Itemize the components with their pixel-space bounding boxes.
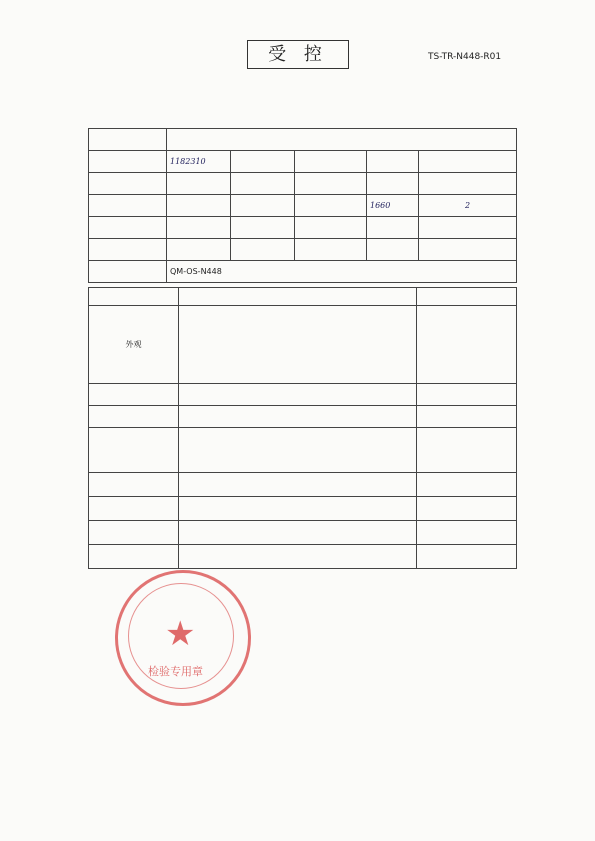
product-name-value [167,129,517,151]
pkg-c-label [89,217,167,239]
pkg-a-label [89,195,167,217]
product-name-row [89,129,517,151]
prod-date-label [231,151,295,173]
seal-star-icon: ★ [165,614,196,654]
t2-h-standard [179,288,417,306]
pkg-row-2 [89,217,517,239]
batch-value: 1182310 [167,151,231,173]
pkg-b-label [295,195,367,217]
batch-label [89,151,167,173]
pkg-a-sample [231,195,295,217]
t2-item [89,497,179,521]
t2-result [417,306,517,384]
spec-label-a [89,173,167,195]
company-seal [115,570,251,706]
t2-item [89,384,179,406]
pkg-row-3 [89,239,517,261]
t2-h-result [417,288,517,306]
t2-standard [179,473,417,497]
t2-row [89,306,517,384]
t2-item: 外观 [89,306,179,384]
t2-standard [179,545,417,569]
t2-standard [179,406,417,428]
t2-item [89,473,179,497]
t2-result [417,406,517,428]
t2-item [89,406,179,428]
batch-row [89,151,517,173]
t2-h-item [89,288,179,306]
t2-result [417,473,517,497]
other-sample [419,217,517,239]
t2-result [417,384,517,406]
product-name-label [89,129,167,151]
controlled-stamp-text: 受 控 [268,44,328,65]
pkg-e-qty [367,239,419,261]
std-value: QM-OS-N448 [167,261,517,283]
t2-row [89,473,517,497]
inspection-table [88,287,517,569]
t2-standard [179,306,417,384]
spec-header-row [89,173,517,195]
qty-label-b [367,173,419,195]
std-label [89,261,167,283]
sample-label-b [419,173,517,195]
t2-header [89,288,517,306]
pkg-d-sample [231,239,295,261]
pkg-c-qty [167,217,231,239]
product-info-table [88,128,517,283]
other-label [295,217,367,239]
t2-row [89,521,517,545]
spec-label-b [295,173,367,195]
seal-label: 检验专用章 [148,665,203,678]
t2-item [89,545,179,569]
pkg-e-sample [419,239,517,261]
t2-item [89,428,179,473]
t2-item [89,521,179,545]
t2-standard [179,497,417,521]
controlled-stamp [247,40,349,69]
t2-result [417,497,517,521]
pkg-e-label [295,239,367,261]
t2-standard [179,521,417,545]
t2-result [417,521,517,545]
other-qty [367,217,419,239]
pkg-b-qty: 1660 [367,195,419,217]
pkg-d-label [89,239,167,261]
pkg-c-sample [231,217,295,239]
sample-date-label [367,151,419,173]
pkg-d-qty [167,239,231,261]
sample-date-value [419,151,517,173]
prod-date-value [295,151,367,173]
t2-row [89,545,517,569]
t2-row [89,428,517,473]
t2-result [417,545,517,569]
std-row [89,261,517,283]
pkg-a-qty [167,195,231,217]
t2-row [89,497,517,521]
doc-code: TS-TR-N448-R01 [428,52,502,62]
qty-label-a [167,173,231,195]
t2-standard [179,384,417,406]
sample-label-a [231,173,295,195]
pkg-row-1 [89,195,517,217]
t2-standard [179,428,417,473]
t2-row [89,384,517,406]
t2-result [417,428,517,473]
pkg-b-sample: 2 [419,195,517,217]
t2-row [89,406,517,428]
